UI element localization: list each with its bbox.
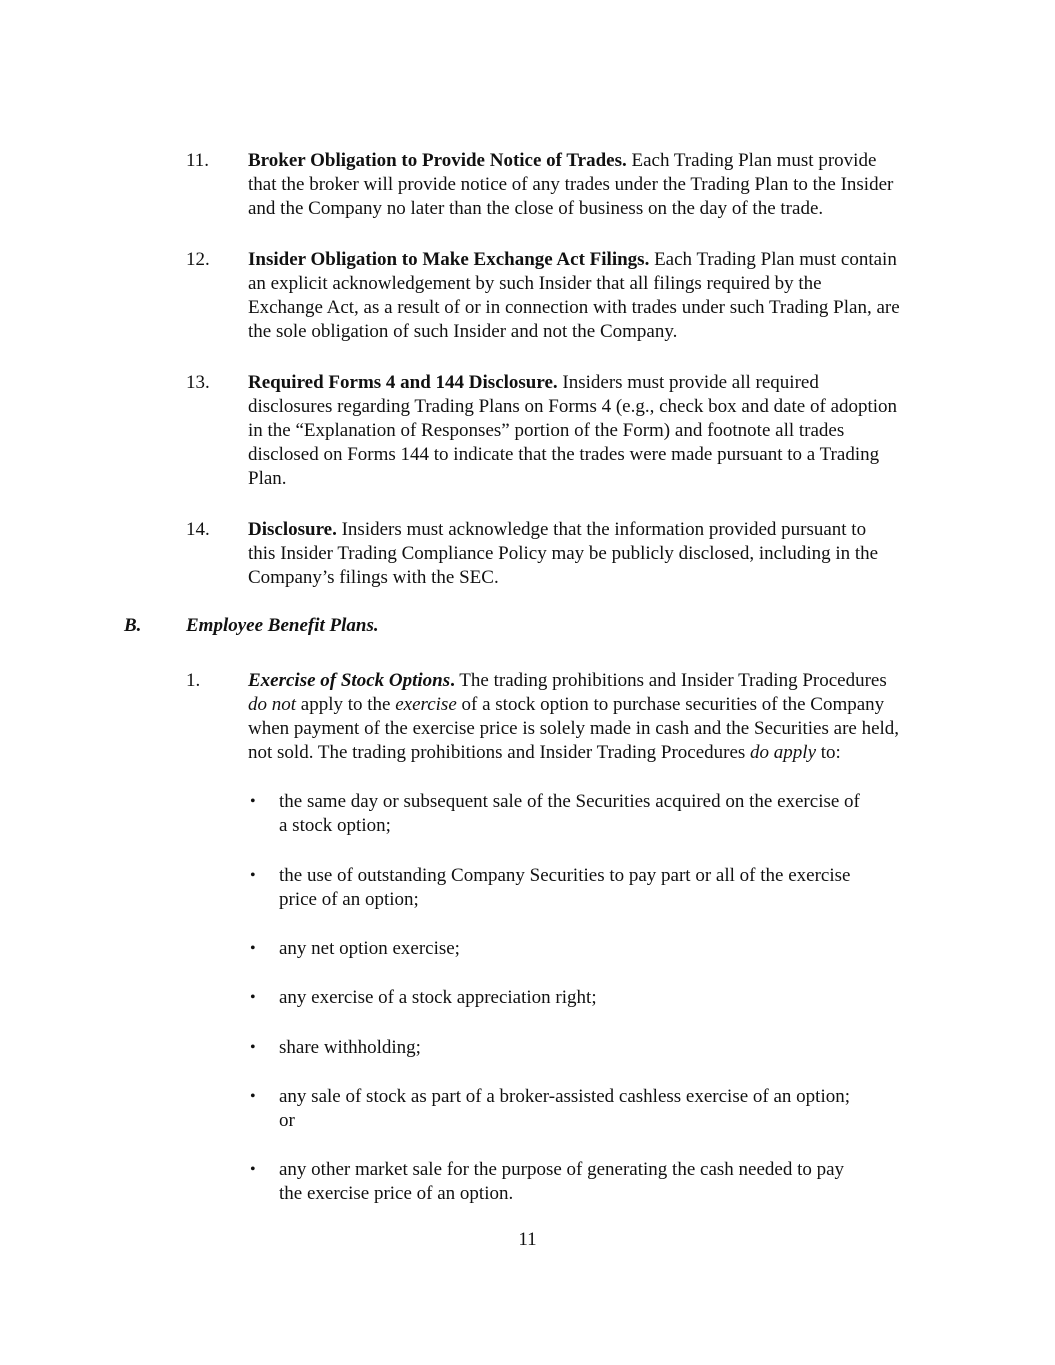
item-text-line: that the broker will provide notice of any trades under the Trading Plan to the Insider: [248, 174, 894, 195]
bullet-icon: •: [250, 793, 256, 810]
item-text-line: and the Company no later than the close of business on the day of the trade.: [248, 198, 824, 219]
item-text: to:: [816, 742, 841, 763]
item-heading: Exercise of Stock Options: [248, 670, 451, 691]
section-letter: B.: [124, 615, 142, 636]
item-text: of a stock option to purchase securities of the Company: [456, 694, 885, 715]
item-text-line: the sole obligation of such Insider and not the Company.: [248, 321, 678, 342]
bullet-icon: •: [250, 989, 256, 1006]
item-text-line: in the “Explanation of Responses” portion of the Form) and footnote all trades: [248, 420, 845, 441]
bullet-text-line: share withholding;: [279, 1037, 421, 1058]
bullet-icon: •: [250, 940, 256, 957]
item-text-line: this Insider Trading Compliance Policy may be publicly disclosed, including in the: [248, 543, 879, 564]
item-heading: Disclosure.: [248, 519, 337, 540]
item-text: not sold. The trading prohibitions and Insider Trading Procedures: [248, 742, 751, 763]
item-text-line: when payment of the exercise price is solely made in cash and the Securities are held,: [248, 718, 900, 739]
item-body: [248, 248, 964, 344]
item-text: apply to the: [296, 694, 396, 715]
bullet-text-line: a stock option;: [279, 815, 391, 836]
item-number: 1.: [186, 670, 201, 691]
item-text-line: Each Trading Plan must contain: [649, 249, 897, 270]
item-text-line: The trading prohibitions and Insider Trading Procedures: [454, 670, 887, 691]
item-text-line: Insiders must acknowledge that the information provided pursuant to: [336, 519, 867, 540]
section-title: Employee Benefit Plans.: [186, 615, 379, 636]
item-text-line: Insiders must provide all required: [557, 372, 819, 393]
emphasis-text: do not: [248, 694, 297, 715]
item-body: [248, 149, 964, 221]
item-heading: Insider Obligation to Make Exchange Act Filings.: [248, 249, 650, 270]
item-body: [248, 371, 964, 491]
bullet-text-line: price of an option;: [279, 889, 419, 910]
item-number: 11.: [186, 150, 210, 171]
bullet-text-line: or: [279, 1110, 295, 1131]
item-heading: Required Forms 4 and 144 Disclosure.: [248, 372, 558, 393]
item-text-line: disclosed on Forms 144 to indicate that the trades were made pursuant to a Trading: [248, 444, 880, 465]
bullet-text-line: any exercise of a stock appreciation right;: [279, 987, 597, 1008]
item-body: [248, 669, 964, 765]
page-number: 11: [518, 1229, 537, 1250]
bullet-icon: •: [250, 1088, 256, 1105]
bullet-text-line: the exercise price of an option.: [279, 1183, 514, 1204]
item-text-line: Each Trading Plan must provide: [626, 150, 877, 171]
bullet-text-line: any other market sale for the purpose of generating the cash needed to pay: [279, 1159, 845, 1180]
emphasis-text: exercise: [395, 694, 457, 715]
bullet-text-line: the use of outstanding Company Securities to pay part or all of the exercise: [279, 865, 851, 886]
bullet-text-line: any net option exercise;: [279, 938, 460, 959]
bullet-icon: •: [250, 1039, 256, 1056]
item-body: [248, 518, 964, 590]
item-number: 14.: [186, 519, 210, 540]
bullet-icon: •: [250, 1161, 256, 1178]
item-text-line: disclosures regarding Trading Plans on Forms 4 (e.g., check box and date of adoption: [248, 396, 898, 417]
item-text-line: Exchange Act, as a result of or in connection with trades under such Trading Plan, are: [248, 297, 900, 318]
bullet-text-line: any sale of stock as part of a broker-assisted cashless exercise of an option;: [279, 1086, 851, 1107]
item-heading: Broker Obligation to Provide Notice of Trades.: [248, 150, 627, 171]
item-number: 13.: [186, 372, 210, 393]
emphasis-text: do apply: [750, 742, 817, 763]
bullet-text-line: the same day or subsequent sale of the Securities acquired on the exercise of: [279, 791, 860, 812]
item-text-line: an explicit acknowledgement by such Insider that all filings required by the: [248, 273, 822, 294]
item-text-line: Plan.: [248, 468, 287, 489]
item-text-line: Company’s filings with the SEC.: [248, 567, 499, 588]
heading-period: .: [450, 670, 455, 691]
bullet-icon: •: [250, 867, 256, 884]
item-number: 12.: [186, 249, 210, 270]
